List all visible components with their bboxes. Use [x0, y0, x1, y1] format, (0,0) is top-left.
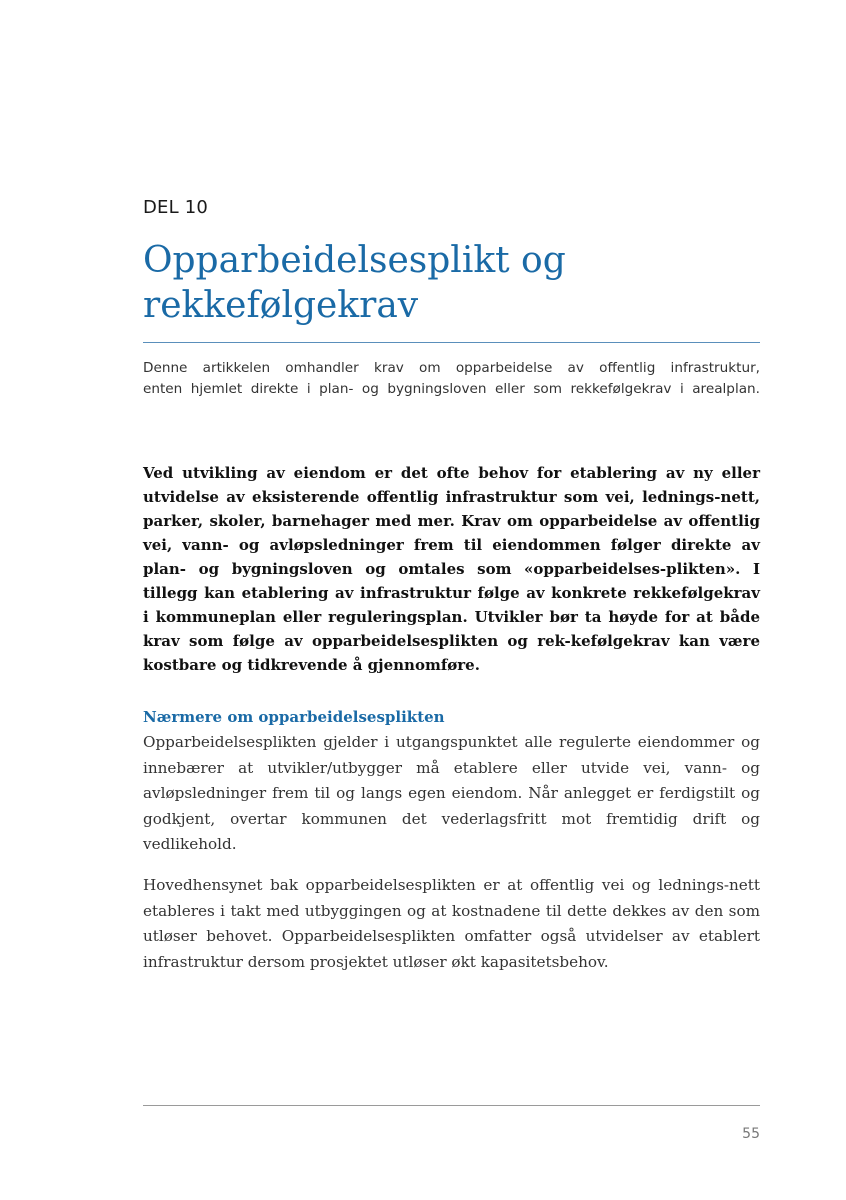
page-number: 55	[742, 1126, 760, 1142]
intro-paragraph: Ved utvikling av eiendom er det ofte behov for etablering av ny eller utvidelse av eksisterende offentlig infrastruktur som vei, lednings-nett, parker, skoler, barnehager med mer. Krav om opparbeidelse av offentlig vei, vann- og avløpsledninger frem til eiendommen følger direkte av plan- og bygningsloven og omtales som «opparbeidelses-plikten». I tillegg kan etablering av infrastruktur følge av konkrete rekkefølgekrav i kommuneplan eller reguleringsplan. Utvikler bør ta høyde for at både krav som følge av opparbeidelsesplikten og rek-kefølgekrav kan være kostbare og tidkrevende å gjennomføre.	[143, 464, 760, 674]
lede-text	[143, 358, 760, 400]
body-paragraph-1: Opparbeidelsesplikten gjelder i utgangspunktet alle regulerte eiendommer og innebærer at utvikler/utbygger må etablere eller utvide vei, vann- og avløpsledninger frem til og langs egen eiendom. Når anlegget er ferdigstilt og godkjent, overtar kommunen det vederlagsfritt mot fremtidig drift og vedlikehold.	[143, 733, 760, 853]
footer-divider	[143, 1105, 760, 1106]
page-title: Opparbeidelsesplikt og rekkefølgekrav	[143, 240, 566, 326]
title-divider	[143, 342, 760, 343]
lede-line-1: Denne artikkelen omhandler krav om opparbeidelse av offentlig infrastruktur,	[143, 360, 760, 376]
body-paragraph-2: Hovedhensynet bak opparbeidelsesplikten er at offentlig vei og lednings-nett etableres i takt med utbyggingen og at kostnadene til dette dekkes av den som utløser behovet. Opparbeidelsesplikten omfatter også utvidelser av etablert infrastruktur dersom prosjektet utløser økt kapasitetsbehov.	[143, 876, 760, 971]
section-heading: Nærmere om opparbeidelsesplikten	[143, 708, 445, 726]
part-label: DEL 10	[143, 197, 209, 218]
lede-line-2: enten hjemlet direkte i plan- og bygningsloven eller som rekkefølgekrav i arealplan.	[143, 381, 760, 397]
document-page	[143, 0, 760, 1200]
